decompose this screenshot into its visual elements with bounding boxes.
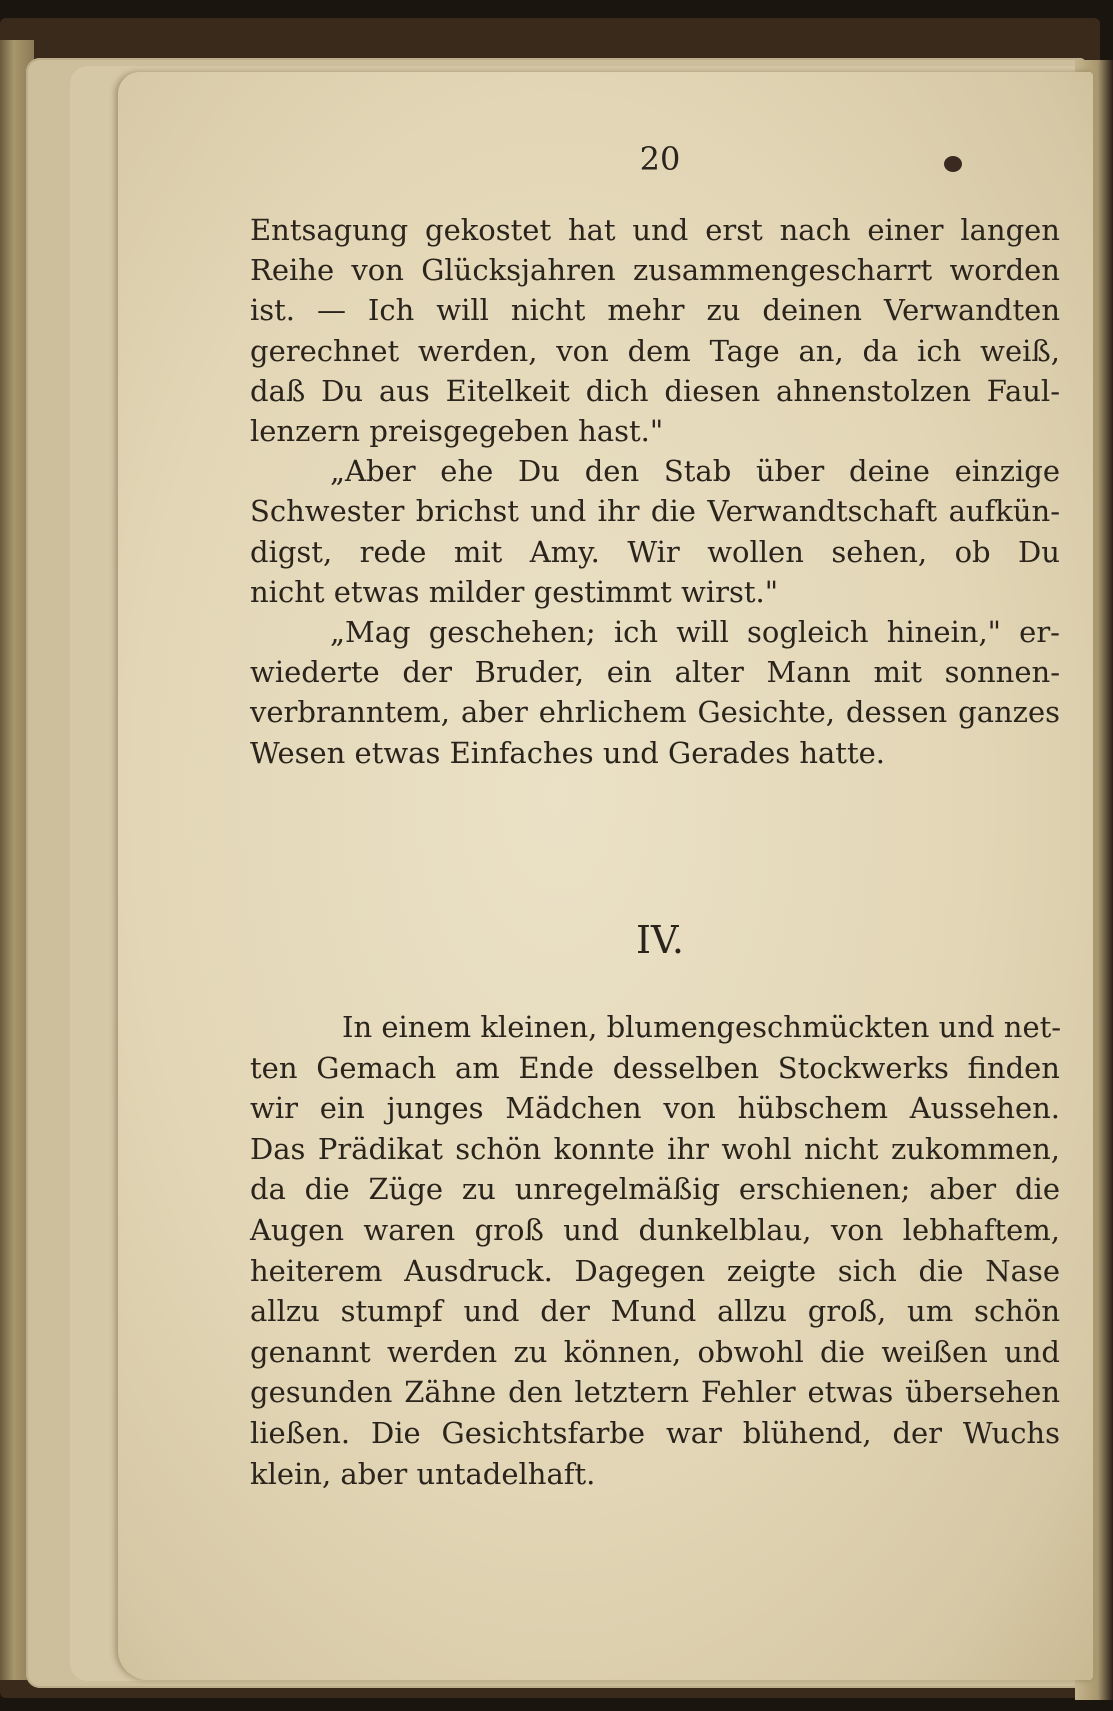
ink-stain <box>944 156 962 172</box>
text-line: Das Prädikat schön konnte ihr wohl nicht zukommen, <box>250 1131 1060 1166</box>
page-number: 20 <box>639 140 681 178</box>
text-line: klein, aber untadelhaft. <box>250 1456 596 1491</box>
text-line: ließen. Die Gesichtsfarbe war blühend, der Wuchs <box>250 1415 1060 1450</box>
text-line: nicht etwas milder gestimmt wirst." <box>250 574 779 609</box>
text-line: Schwester brichst und ihr die Verwandtschaft aufkün- <box>250 494 1060 529</box>
text-line: verbranntem, aber ehrlichem Gesichte, dessen ganzes <box>250 695 1060 730</box>
text-line: allzu stumpf und der Mund allzu groß, um schön <box>250 1294 1060 1329</box>
text-line: Entsagung gekostet hat und erst nach einer langen <box>250 213 1060 247</box>
text-line: Wesen etwas Einfaches und Gerades hatte. <box>250 735 885 770</box>
text-block-2 <box>250 1007 1060 1494</box>
text-line: Reihe von Glücksjahren zusammengescharrt worden <box>250 253 1060 288</box>
text-line: heiterem Ausdruck. Dagegen zeigte sich die Nase <box>250 1253 1060 1288</box>
text-line: genannt werden zu können, obwohl die weißen und <box>250 1334 1060 1369</box>
text-line: „Mag geschehen; ich will sogleich hinein," er- <box>330 615 1060 650</box>
text-line: wir ein junges Mädchen von hübschem Aussehen. <box>250 1091 1060 1126</box>
text-line: daß Du aus Eitelkeit dich diesen ahnenstolzen Faul- <box>250 373 1060 408</box>
text-line: gerechnet werden, von dem Tage an, da ich weiß, <box>250 333 1060 368</box>
text-line: In einem kleinen, blumengeschmückten und net- <box>342 1010 1062 1044</box>
text-line: Augen waren groß und dunkelblau, von lebhaftem, <box>250 1212 1060 1247</box>
text-line: da die Züge zu unregelmäßig erschienen; aber die <box>250 1172 1060 1207</box>
text-line: „Aber ehe Du den Stab über deine einzige <box>330 454 1060 489</box>
text-line: ten Gemach am Ende desselben Stockwerks finden <box>250 1050 1060 1085</box>
chapter-heading: IV. <box>636 918 684 962</box>
text-block-1 <box>250 210 1060 773</box>
text-line: digst, rede mit Amy. Wir wollen sehen, ob Du <box>250 534 1060 569</box>
text-line: lenzern preisgegeben hast." <box>250 414 664 449</box>
text-line: ist. — Ich will nicht mehr zu deinen Verwandten <box>250 293 1060 328</box>
text-line: gesunden Zähne den letztern Fehler etwas übersehen <box>250 1375 1060 1410</box>
text-line: wiederte der Bruder, ein alter Mann mit sonnen- <box>250 655 1060 690</box>
